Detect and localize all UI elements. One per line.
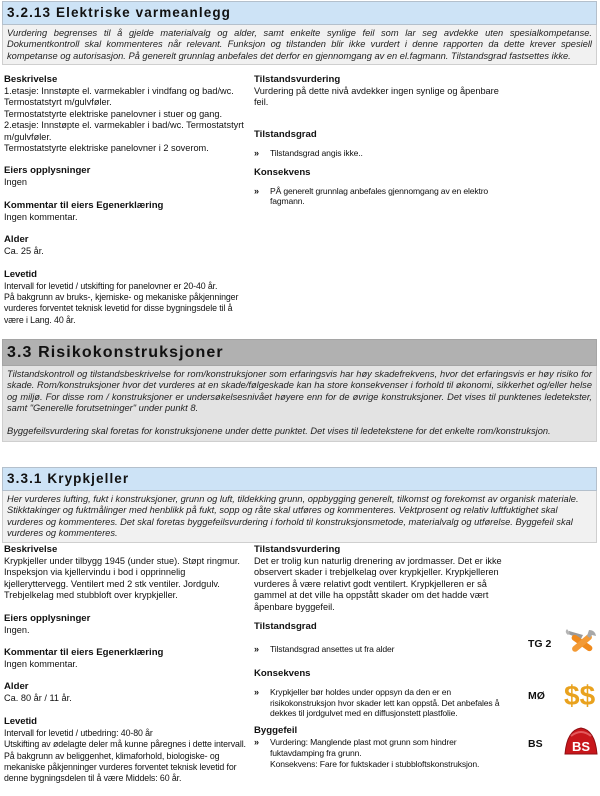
levetid-line: På bakgrunn av beliggenhet, klimaforhold, biologiske- og mekaniske påkjenninger vurderes forventet teknisk levetid for denne bygningsdelen til å være Middels: 60 år. bbox=[4, 750, 237, 784]
beskrivelse-line: Termostatstyrte elektriske panelovner i stuer og gang. bbox=[4, 108, 223, 119]
levetid-label: Levetid bbox=[4, 715, 37, 727]
beskrivelse-line: 2.etasje: Innstøpte el. varmekabler i bad/wc. Termostatstyrt m/gulvføler. bbox=[4, 120, 244, 142]
section-elektriske-varmeanlegg bbox=[2, 1, 597, 65]
beskrivelse-block bbox=[4, 544, 249, 602]
konsekvens-bullet bbox=[254, 186, 499, 208]
eiers-value: Ingen bbox=[4, 177, 27, 188]
alder-value: Ca. 25 år. bbox=[4, 246, 44, 257]
alder-value: Ca. 80 år / 11 år. bbox=[4, 693, 72, 704]
right-column-krypkjeller bbox=[254, 544, 512, 781]
kommentar-value: Ingen kommentar. bbox=[4, 659, 78, 670]
tilstandsvurdering-value: Vurdering på dette nivå avdekker ingen synlige og åpenbare feil. bbox=[254, 86, 499, 108]
intro-text: Vurdering begrenses til å gjelde materialvalg og alder, samt enkelte synlige feil som lar seg avdekke uten spesialkompetanse. Dokumentkontroll skal kommenteres når relevant. Funksjon og tilstanden blir ikke vurdert i denne rapporten da dette krever spesiell kompetanse og autorisasjon. På generelt grunnlag anbefales det derfor en gjennomgang av en el.fagmann. Tilstandsgrad fastsettes ikke. bbox=[7, 28, 592, 61]
beskrivelse-value: Krypkjeller under tilbygg 1945 (under stue). Støpt ringmur. Inspeksjon via kjellervindu i bod i opprinnelig kjelleryttervegg. Ventilert med 2 stk ventiler. Jordgulv. Trebjelkelag med stubbloft over krypkjeller. bbox=[4, 556, 240, 601]
tilstandsgrad-label: Tilstandsgrad bbox=[254, 128, 317, 140]
kommentar-block bbox=[4, 647, 249, 670]
konsekvens-value: Krypkjeller bør holdes under oppsyn da den er en risikokonstruksjon hvor skader lett kan oppstå. Det anbefales å dekkes til jordgulvet med en diffusjonstett plastfolie. bbox=[270, 686, 500, 719]
tilstandsvurdering-value: Det er trolig kun naturlig drenering av jordmasser. Det er ikke observert skader i trebjelkelag over krypkjeller. Krypkjelleren vurderes å være relativt godt ventilert. Krypkjelleren er så gammel at det ville ha oppstått skader om det hadde vært åpenbare byggefeil. bbox=[254, 556, 502, 612]
eiers-opplysninger-block bbox=[4, 613, 249, 636]
section-intro bbox=[2, 25, 597, 65]
byggefeil-konsekvens: Konsekvens: Fare for fuktskader i stubbloftskonstruksjon. bbox=[270, 758, 480, 769]
intro-paragraph: Tilstandskontroll og tilstandsbeskrivelse for rom/konstruksjoner som erfaringsvis har høy skadefrekvens, hvor det erfaringsvis er høy risiko for skade. Rom/konstruksjoner hvor det vurderes at en skade/følgeskade kan ha store konsekvenser i forhold til økonomi, sikkerhet og/eller helse og miljø. For disse rom / konstruksjoner er undersøkelsesnivået høyere enn for de øvrige konstruksjoner. Det vises til punktenes ledetekster, samt "Generelle forutsetninger" under punkt 8. bbox=[7, 369, 592, 414]
bullet-marker-icon: » bbox=[254, 147, 259, 158]
tools-icon bbox=[563, 627, 599, 657]
eiers-label: Eiers opplysninger bbox=[4, 165, 91, 177]
levetid-line: Intervall for levetid / utbedring: 40-80 år bbox=[4, 727, 153, 738]
kommentar-label: Kommentar til eiers Egenerklæring bbox=[4, 647, 164, 659]
right-column-varmeanlegg bbox=[254, 74, 499, 218]
tilstandsgrad-block bbox=[254, 621, 512, 655]
konsekvens-block bbox=[254, 167, 499, 208]
tg-badge-label: TG 2 bbox=[528, 638, 552, 650]
section-intro bbox=[2, 366, 597, 442]
section-krypkjeller bbox=[2, 467, 597, 543]
tilstandsvurdering-block bbox=[254, 74, 499, 109]
alder-block bbox=[4, 681, 249, 704]
levetid-line: På bakgrunn av bruks-, kjemiske- og mekaniske påkjenninger vurderes forventet teknisk levetid for disse bygningsdele til å være i Lang. 40 år. bbox=[4, 292, 239, 325]
konsekvens-label: Konsekvens bbox=[254, 667, 311, 679]
beskrivelse-line: 1.etasje: Innstøpte el. varmekabler i vindfang og bad/wc. Termostatstyrt m/gulvføler. bbox=[4, 86, 234, 108]
bs-icon-text: BS bbox=[571, 739, 591, 754]
intro-text: Her vurderes lufting, fukt i konstruksjoner, grunn og luft, tildekking grunn, oppbygging generelt, tilkomst og forekomst av organisk materiale. Stikktakinger og fuktmålinger med henblikk på fukt, sopp og råte skal utføres og kommenteres. Vektprosent og relativ luftfuktighet skal vurderes og kommenteres. Det skal foretas byggefeilsvurdering i forhold til konstruksjonsmetode, materialvalg og utførelse. Byggefeil skal vurderes og kommenteres. bbox=[7, 494, 579, 539]
left-column-krypkjeller bbox=[4, 544, 249, 796]
section-header bbox=[2, 339, 597, 366]
mo-badge-label: MØ bbox=[528, 690, 545, 702]
tilstandsgrad-value: Tilstandsgrad angis ikke.. bbox=[270, 147, 363, 158]
konsekvens-block bbox=[254, 668, 512, 719]
svg-text:$$: $$ bbox=[564, 680, 596, 710]
konsekvens-value: PÅ generelt grunnlag anbefales gjennomgang av en elektro fagmann. bbox=[270, 185, 489, 207]
byggefeil-label: Byggefeil bbox=[254, 725, 298, 737]
kommentar-label: Kommentar til eiers Egenerklæring bbox=[4, 199, 164, 211]
section-intro bbox=[2, 491, 597, 543]
tilstandsvurdering-label: Tilstandsvurdering bbox=[254, 544, 341, 555]
eiers-label: Eiers opplysninger bbox=[4, 612, 91, 624]
tilstandsgrad-block bbox=[254, 129, 499, 159]
dollar-icon bbox=[563, 680, 599, 710]
byggefeil-vurdering: Vurdering: Manglende plast mot grunn som hindrer fuktavdamping fra grunn. bbox=[270, 737, 457, 759]
bs-badge-label: BS bbox=[528, 738, 543, 750]
alder-label: Alder bbox=[4, 681, 29, 693]
levetid-label: Levetid bbox=[4, 268, 37, 280]
bullet-marker-icon: » bbox=[254, 686, 259, 697]
section-title: 3.3 Risikokonstruksjoner bbox=[7, 344, 224, 361]
tilstandsvurdering-label: Tilstandsvurdering bbox=[254, 74, 341, 85]
konsekvens-bullet bbox=[254, 687, 512, 719]
kommentar-value: Ingen kommentar. bbox=[4, 211, 78, 222]
bullet-marker-icon: » bbox=[254, 737, 259, 748]
beskrivelse-label: Beskrivelse bbox=[4, 74, 58, 85]
beskrivelse-block bbox=[4, 74, 249, 154]
bs-icon bbox=[563, 726, 599, 756]
section-risikokonstruksjoner bbox=[2, 339, 597, 442]
section-title: 3.3.1 Krypkjeller bbox=[7, 471, 130, 486]
tilstandsgrad-bullet bbox=[254, 644, 512, 655]
tilstandsgrad-label: Tilstandsgrad bbox=[254, 621, 317, 633]
eiers-opplysninger-block bbox=[4, 165, 249, 188]
konsekvens-label: Konsekvens bbox=[254, 166, 311, 178]
byggefeil-bullet bbox=[254, 737, 512, 769]
bullet-marker-icon: » bbox=[254, 185, 259, 196]
levetid-line: Intervall for levetid / utskifting for panelovner er 20-40 år. bbox=[4, 280, 218, 291]
levetid-block bbox=[4, 716, 249, 785]
section-title: 3.2.13 Elektriske varmeanlegg bbox=[7, 5, 232, 20]
beskrivelse-line: Termostatstyrte elektriske panelovner i 2 soverom. bbox=[4, 143, 209, 154]
tilstandsgrad-value: Tilstandsgrad ansettes ut fra alder bbox=[270, 644, 395, 655]
levetid-block bbox=[4, 269, 249, 327]
bullet-marker-icon: » bbox=[254, 644, 259, 655]
alder-label: Alder bbox=[4, 234, 29, 246]
kommentar-block bbox=[4, 200, 249, 223]
tilstandsvurdering-block bbox=[254, 544, 512, 613]
byggefeil-block bbox=[254, 725, 512, 769]
levetid-line: Utskifting av ødelagte deler må kunne påregnes i dette intervall. bbox=[4, 739, 246, 750]
section-header bbox=[2, 1, 597, 25]
section-header bbox=[2, 467, 597, 491]
alder-block bbox=[4, 234, 249, 257]
left-column-varmeanlegg bbox=[4, 74, 249, 337]
eiers-value: Ingen. bbox=[4, 624, 30, 635]
tilstandsgrad-bullet bbox=[254, 148, 499, 159]
beskrivelse-label: Beskrivelse bbox=[4, 544, 58, 555]
intro-paragraph: Byggefeilsvurdering skal foretas for konstruksjonene under dette punktet. Det vises til ledetekstene for det enkelte rom/konstruksjon. bbox=[7, 425, 551, 436]
